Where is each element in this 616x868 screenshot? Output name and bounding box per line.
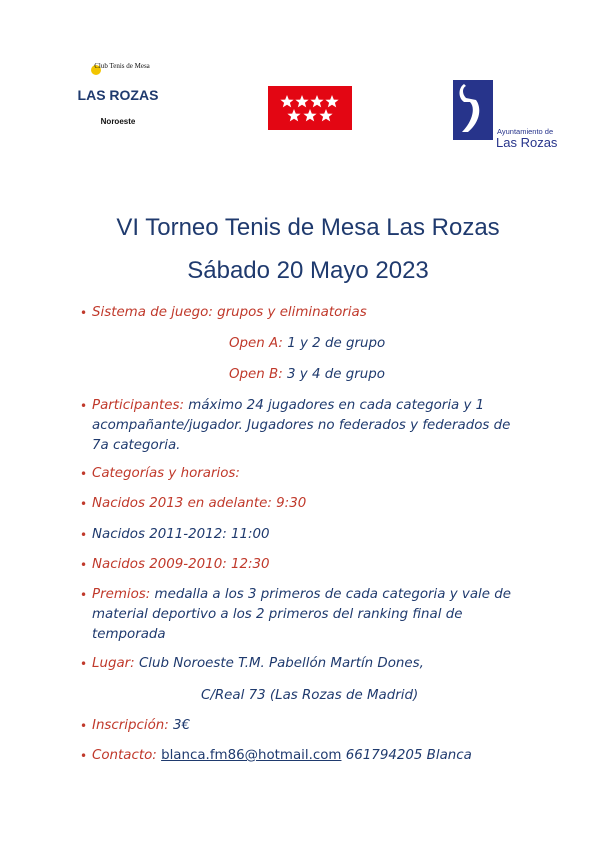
- ayuntamiento-subtitle: Ayuntamiento de: [497, 127, 554, 136]
- page-title: VI Torneo Tenis de Mesa Las Rozas: [116, 214, 500, 241]
- contacto-phone: 661794205 Blanca: [345, 748, 472, 763]
- ayuntamiento-name: Las Rozas: [496, 135, 558, 150]
- heron-icon: [450, 78, 500, 142]
- inscripcion-value: 3€: [173, 718, 191, 733]
- bullet: •: [80, 528, 88, 542]
- open-b-label: Open B:: [229, 367, 283, 382]
- participantes-label: Participantes:: [92, 398, 185, 413]
- bullet: •: [80, 588, 88, 602]
- nacidos-2011-item: Nacidos 2011-2012: 11:00: [92, 527, 270, 542]
- open-b-item: [229, 365, 385, 385]
- open-a-label: Open A:: [229, 336, 283, 351]
- participantes-text: máximo 24 jugadores en cada categoria y 1: [188, 398, 485, 413]
- inscripcion-label: Inscripción:: [92, 718, 169, 733]
- open-b-value: 3 y 4 de grupo: [287, 367, 385, 382]
- nacidos-2013-item: Nacidos 2013 en adelante: 9:30: [92, 496, 307, 511]
- open-a-value: 1 y 2 de grupo: [287, 336, 386, 351]
- lugar-address: C/Real 73 (Las Rozas de Madrid): [201, 688, 419, 703]
- participantes-line3: 7a categoria.: [92, 438, 181, 453]
- contacto-email-link[interactable]: blanca.fm86@hotmail.com: [161, 748, 342, 763]
- club-logo-main-text: LAS ROZAS: [77, 87, 159, 103]
- bullet: •: [80, 399, 88, 413]
- premios-item: [92, 585, 511, 605]
- bullet: •: [80, 558, 88, 572]
- bullet: •: [80, 306, 88, 320]
- bullet: •: [80, 497, 88, 511]
- contacto-item: [92, 746, 472, 766]
- club-logo-top-text: Club Tenis de Mesa: [94, 62, 150, 70]
- page-date: Sábado 20 Mayo 2023: [187, 257, 429, 284]
- club-logo-bottom-text: Noroeste: [100, 117, 136, 126]
- bullet: •: [80, 719, 88, 733]
- lugar-label: Lugar:: [92, 656, 135, 671]
- madrid-flag: [268, 86, 352, 130]
- premios-label: Premios:: [92, 587, 151, 602]
- lugar-text: Club Noroeste T.M. Pabellón Martín Dones,: [138, 656, 424, 671]
- bullet: •: [80, 657, 88, 671]
- contacto-label: Contacto:: [92, 748, 157, 763]
- open-a-item: [229, 334, 385, 354]
- categorias-item: Categorías y horarios:: [92, 466, 240, 481]
- bullet: •: [80, 749, 88, 763]
- bullet: •: [80, 467, 88, 481]
- premios-text: medalla a los 3 primeros de cada categoria y vale de: [154, 587, 511, 602]
- premios-line2: material deportivo a los 2 primeros del ranking final de: [92, 607, 463, 622]
- inscripcion-item: [92, 716, 190, 736]
- stars-icon: [268, 86, 352, 130]
- lugar-item: [92, 654, 424, 674]
- participantes-item: [92, 396, 484, 416]
- club-logo: [70, 56, 170, 132]
- nacidos-2009-item: Nacidos 2009-2010: 12:30: [92, 557, 270, 572]
- sistema-item: Sistema de juego: grupos y eliminatorias: [92, 305, 367, 320]
- premios-line3: temporada: [92, 627, 166, 642]
- participantes-line2: acompañante/jugador. Jugadores no federados y federados de: [92, 418, 511, 433]
